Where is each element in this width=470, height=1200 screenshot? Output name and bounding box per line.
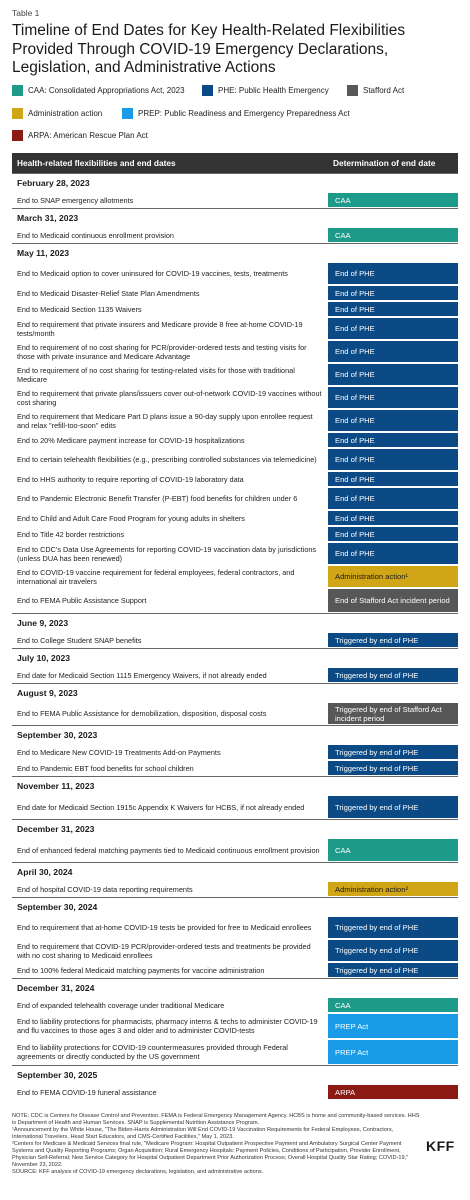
determination-badge: End of PHE	[328, 433, 458, 447]
legend-swatch	[122, 108, 133, 119]
page-title: Timeline of End Dates for Key Health-Related Flexibilities Provided Through COVID-19 Emergency Declarations, Legislation, and Administrative Actions	[12, 22, 406, 76]
determination-badge: Triggered by end of PHE	[328, 963, 458, 977]
table-row	[12, 409, 458, 432]
determination-badge: End of PHE	[328, 472, 458, 486]
table-row	[12, 285, 458, 301]
table-row	[12, 487, 458, 510]
table-row	[12, 1039, 458, 1065]
legend-label: PHE: Public Health Emergency	[218, 86, 329, 95]
flexibility-text: End to Pandemic Electronic Benefit Transfer (P-EBT) food benefits for children under 6	[17, 494, 298, 503]
flexibility-text: End to requirement of no cost sharing for PCR/provider-ordered tests and testing visits for those with private insurance and Medicare Advantage	[17, 342, 307, 361]
table-row	[12, 838, 458, 862]
date-heading: November 11, 2023	[12, 776, 458, 795]
table-row	[12, 227, 458, 243]
flexibility-text: End to SNAP emergency allotments	[17, 195, 134, 205]
date-heading: February 28, 2023	[12, 173, 458, 192]
table-row	[12, 702, 458, 725]
determination-badge: Triggered by end of PHE	[328, 917, 458, 938]
table-header	[12, 153, 458, 173]
legend-swatch	[12, 85, 23, 96]
kff-logo: KFF	[426, 1138, 455, 1154]
flexibility-text: End to Medicaid option to cover uninsured for COVID-19 vaccines, tests, treatments	[17, 269, 288, 278]
table-row	[12, 632, 458, 648]
determination-badge: End of PHE	[328, 410, 458, 431]
flexibility-text: End to FEMA Public Assistance Support	[17, 596, 147, 605]
flexibility-text: End of hospital COVID-19 data reporting requirements	[17, 884, 193, 894]
legend-label: Stafford Act	[363, 86, 405, 95]
determination-badge: Triggered by end of PHE	[328, 761, 458, 775]
determination-badge: End of PHE	[328, 527, 458, 541]
legend-swatch	[12, 130, 23, 141]
table-row	[12, 448, 458, 471]
determination-badge: Administration action¹	[328, 566, 458, 587]
flexibility-text: End to Medicaid continuous enrollment provision	[17, 230, 174, 240]
footnotes	[12, 1113, 422, 1176]
flexibility-text: End to liability protections for pharmacists, pharmacy interns & techs to administer COVID-19 and flu vaccines to those ages 3 and older and to administer COVID-tests	[17, 1017, 318, 1035]
determination-badge: Triggered by end of PHE	[328, 940, 458, 961]
determination-badge: CAA	[328, 998, 458, 1012]
flexibility-text: End to FEMA COVID-19 funeral assistance	[17, 1087, 157, 1097]
flexibility-text: End to 100% federal Medicaid matching payments for vaccine administration	[17, 965, 265, 975]
determination-badge: End of PHE	[328, 488, 458, 509]
table-row	[12, 916, 458, 939]
legend-label: ARPA: American Rescue Plan Act	[28, 131, 148, 140]
determination-badge: End of Stafford Act incident period	[328, 589, 458, 612]
footnote-source: SOURCE: KFF analysis of COVID-19 emergency declarations, legislation, and administrative actions.	[12, 1169, 264, 1175]
date-heading: December 31, 2024	[12, 978, 458, 997]
flexibility-text: End to liability protections for COVID-19 countermeasures provided through Federal agreements or directly conducted by the US government	[17, 1043, 288, 1061]
determination-badge: Triggered by end of PHE	[328, 668, 458, 682]
table-row	[12, 588, 458, 613]
flexibility-text: End to Title 42 border restrictions	[17, 529, 125, 539]
flexibility-text: End to requirement that COVID-19 PCR/provider-ordered tests and treatments be provided with no cost sharing to Medicaid enrollees	[17, 941, 311, 960]
table-row	[12, 962, 458, 978]
table-body	[12, 173, 458, 1100]
flexibility-text: End of enhanced federal matching payments tied to Medicaid continuous enrollment provision	[17, 845, 320, 855]
determination-badge: Triggered by end of PHE	[328, 633, 458, 647]
legend-swatch	[12, 108, 23, 119]
table-row	[12, 565, 458, 588]
footnote-note: NOTE: CDC is Centers for Disease Control and Prevention. FEMA is Federal Emergency Management Agency. HCBS is home and community-based services. HHS is Department of Health and Human Services. SNAP is Supplemental Nutrition Assistance Program.	[12, 1113, 420, 1126]
legend-label: Administration action	[28, 109, 103, 118]
flexibility-text: End to COVID-19 vaccine requirement for federal employees, federal contractors, and international air travelers	[17, 567, 295, 586]
table-label: Table 1	[12, 8, 40, 18]
flexibility-text: End to 20% Medicare payment increase for COVID-19 hospitalizations	[17, 435, 245, 445]
legend-item-caa	[12, 85, 185, 96]
table-row	[12, 386, 458, 409]
determination-badge: End of PHE	[328, 318, 458, 339]
date-heading: May 11, 2023	[12, 243, 458, 262]
table-row	[12, 301, 458, 317]
table-row	[12, 744, 458, 760]
column-header-determination: Determination of end date	[333, 158, 436, 168]
determination-badge: End of PHE	[328, 543, 458, 564]
determination-badge: End of PHE	[328, 263, 458, 284]
legend-swatch	[347, 85, 358, 96]
determination-badge: End of PHE	[328, 286, 458, 300]
footnote-1: ¹Announcement by the White House, "The Biden-Harris Administration Will End COVID-19 Vaccination Requirements for Federal Employees, Contractors, International Travelers, Head Start Educators, and CMS-Certified Facilities," May 1, 2023.	[12, 1127, 394, 1140]
determination-badge: Administration action²	[328, 882, 458, 896]
flexibility-text: End of expanded telehealth coverage under traditional Medicare	[17, 1000, 225, 1010]
table-row	[12, 432, 458, 448]
date-heading: July 10, 2023	[12, 648, 458, 667]
legend-item-arpa	[12, 130, 148, 141]
flexibility-text: End to requirement that private insurers and Medicare provide 8 free at-home COVID-19 tests/month	[17, 319, 303, 338]
table-row	[12, 526, 458, 542]
date-heading: December 31, 2023	[12, 819, 458, 838]
legend-item-admin	[12, 108, 102, 119]
footnote-2: ²Centers for Medicare & Medicaid Services final rule, "Medicare Program: Hospital Outpatient Prospective Payment and Ambulatory Surgical Center Payment Systems and Quality Reporting Programs; Organ Acquisition; Rural Emergency Hospitals: Payment Policies, Conditions of Participation, Provider Enrollment, Physician Self-Referral; New Service Category for Hospital Outpatient Department Prior Authorization Process; Overall Hospital Quality Star Rating; COVID-19," November 23, 2022.	[12, 1141, 409, 1168]
determination-badge: CAA	[328, 839, 458, 861]
table-row	[12, 363, 458, 386]
determination-badge: End of PHE	[328, 364, 458, 385]
determination-badge: Triggered by end of PHE	[328, 745, 458, 759]
flexibility-text: End to requirement that at-home COVID-19 tests be provided for free to Medicaid enrollees	[17, 923, 312, 932]
flexibility-text: End to Child and Adult Care Food Program for young adults in shelters	[17, 513, 245, 523]
flexibility-text: End to CDC's Data Use Agreements for reporting COVID-19 vaccination data by jurisdictions (unless DUA has been renewed)	[17, 544, 317, 563]
determination-badge: End of PHE	[328, 341, 458, 362]
table-row	[12, 542, 458, 565]
flexibility-text: End to College Student SNAP benefits	[17, 635, 142, 645]
table-row	[12, 667, 458, 683]
date-heading: September 30, 2025	[12, 1065, 458, 1084]
flexibility-text: End date for Medicaid Section 1115 Emergency Waivers, if not already ended	[17, 670, 267, 680]
table-row	[12, 1084, 458, 1100]
date-heading: April 30, 2024	[12, 862, 458, 881]
date-heading: June 9, 2023	[12, 613, 458, 632]
flexibility-text: End to requirement that Medicare Part D plans issue a 90-day supply upon enrollee request and relax "refill-too-soon" edits	[17, 411, 313, 430]
column-header-flexibilities: Health-related flexibilities and end dates	[17, 158, 176, 168]
determination-badge: CAA	[328, 193, 458, 207]
legend-item-phe	[202, 85, 329, 96]
date-heading: September 30, 2024	[12, 897, 458, 916]
legend-label: PREP: Public Readiness and Emergency Preparedness Act	[138, 109, 350, 118]
determination-badge: End of PHE	[328, 449, 458, 470]
determination-badge: CAA	[328, 228, 458, 242]
flexibility-text: End to requirement that private plans/issuers cover out-of-network COVID-19 vaccines without cost sharing	[17, 388, 322, 407]
table-row	[12, 471, 458, 487]
determination-badge: PREP Act	[328, 1014, 458, 1038]
date-heading: August 9, 2023	[12, 683, 458, 702]
flexibility-text: End to requirement of no cost sharing for testing-related visits for those with traditional Medicare	[17, 365, 295, 384]
legend-item-prep	[122, 108, 350, 119]
table-row	[12, 317, 458, 340]
table-row	[12, 760, 458, 776]
legend-item-stafford	[347, 85, 404, 96]
determination-badge: ARPA	[328, 1085, 458, 1099]
flexibility-text: End to certain telehealth flexibilities (e.g., prescribing controlled substances via telemedicine)	[17, 455, 317, 464]
table-row	[12, 192, 458, 208]
table-row	[12, 881, 458, 897]
flexibility-text: End to Medicaid Disaster-Relief State Plan Amendments	[17, 288, 200, 298]
table-row	[12, 1013, 458, 1039]
flexibility-text: End to Medicare New COVID-19 Treatments Add-on Payments	[17, 747, 221, 757]
determination-badge: Triggered by end of PHE	[328, 796, 458, 818]
timeline-table	[12, 153, 458, 1100]
flexibility-text: End to FEMA Public Assistance for demobilization, disposition, disposal costs	[17, 709, 267, 718]
flexibility-text: End to Medicaid Section 1135 Waivers	[17, 304, 142, 314]
flexibility-text: End to Pandemic EBT food benefits for school children	[17, 763, 194, 773]
table-row	[12, 939, 458, 962]
table-row	[12, 997, 458, 1013]
flexibility-text: End to HHS authority to require reporting of COVID-19 laboratory data	[17, 474, 244, 484]
table-row	[12, 262, 458, 285]
determination-badge: End of PHE	[328, 302, 458, 316]
legend-swatch	[202, 85, 213, 96]
table-row	[12, 340, 458, 363]
table-row	[12, 795, 458, 819]
determination-badge: PREP Act	[328, 1040, 458, 1064]
determination-badge: Triggered by end of Stafford Act incident period	[328, 703, 458, 724]
determination-badge: End of PHE	[328, 511, 458, 525]
date-heading: March 31, 2023	[12, 208, 458, 227]
determination-badge: End of PHE	[328, 387, 458, 408]
table-row	[12, 510, 458, 526]
date-heading: September 30, 2023	[12, 725, 458, 744]
flexibility-text: End date for Medicaid Section 1915c Appendix K Waivers for HCBS, if not already ended	[17, 802, 305, 812]
legend-label: CAA: Consolidated Appropriations Act, 2023	[28, 86, 185, 95]
